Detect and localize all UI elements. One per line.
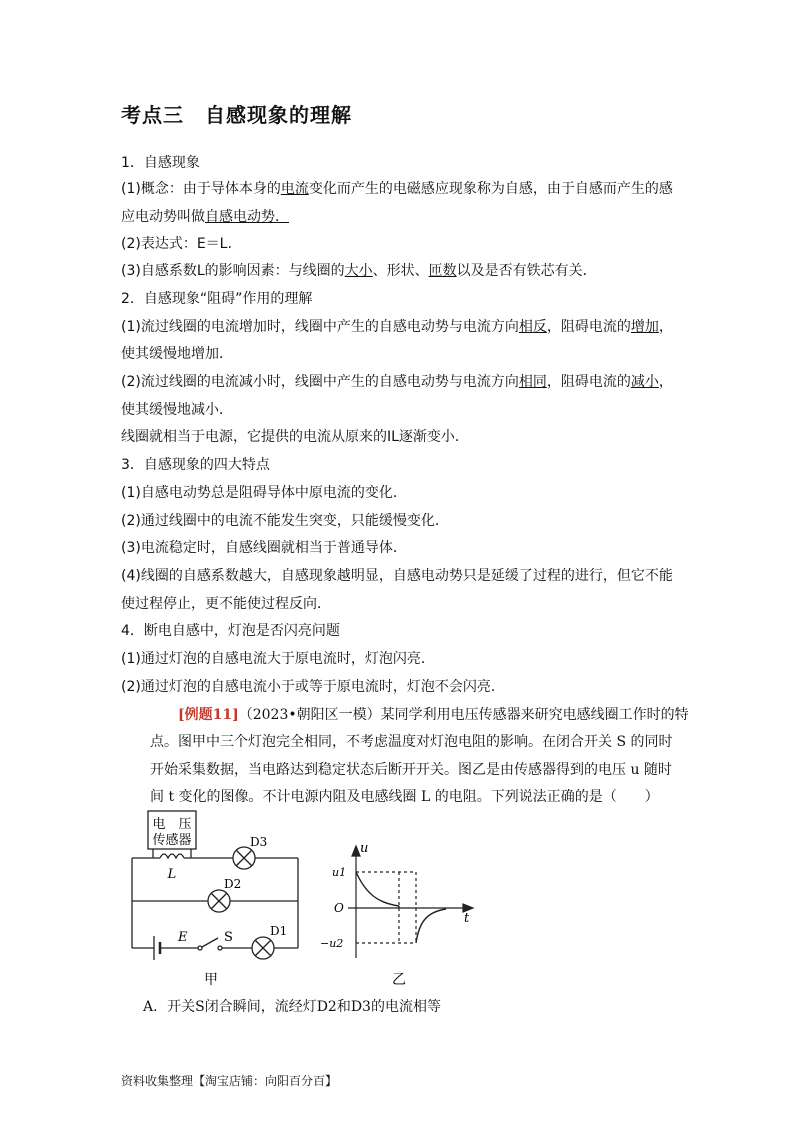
example-line-3: 开始采集数据，当电路达到稳定状态后断开开关。图乙是由传感器得到的电压 u 随时: [150, 762, 672, 778]
feature-4-cont: 使过程停止，更不能使过程反向．: [121, 596, 331, 612]
flash-rule-1: (1)通过灯泡的自感电流大于原电流时，灯泡闪亮．: [121, 651, 435, 667]
switch-label: S: [224, 930, 233, 945]
section-heading-1: 1．自感现象: [121, 155, 200, 171]
lamp-d1-label: D1: [270, 924, 288, 938]
graph-u1-label: u1: [332, 866, 347, 879]
lamp-d3-label: D3: [250, 835, 268, 849]
option-a: A．开关S闭合瞬间，流经灯D2和D3的电流相等: [143, 999, 441, 1015]
graph-t-label: t: [464, 911, 470, 926]
sensor-label-1: 电 压: [152, 817, 192, 832]
graph-u-label: u: [360, 841, 369, 856]
paragraph-source: 线圈就相当于电源，它提供的电流从原来的IL逐渐变小．: [121, 429, 469, 445]
figure-circuit-and-graph: [120, 808, 500, 993]
inductor-coil: [160, 854, 184, 858]
discharge-curve: [416, 909, 446, 943]
section-heading-3: 3．自感现象的四大特点: [121, 457, 270, 473]
battery-label: E: [178, 930, 188, 945]
feature-4: (4)线圈的自感系数越大，自感现象越明显，自感电动势只是延缓了过程的进行，但它不能: [121, 568, 673, 584]
section-heading-2: 2．自感现象“阻碍”作用的理解: [121, 291, 313, 307]
example-line-2: 点。图甲中三个灯泡完全相同，不考虑温度对灯泡电阻的影响。在闭合开关 S 的同时: [150, 734, 673, 750]
paragraph-formula: (2)表达式：E＝L.: [121, 236, 232, 252]
switch-blade: [202, 938, 218, 947]
paragraph-increase: (1)流过线圈的电流增加时，线圈中产生的自感电动势与电流方向相反，阻碍电流的增加，: [121, 319, 673, 335]
caption-jia: 甲: [204, 972, 218, 988]
paragraph-factors: (3)自感系数L的影响因素：与线圈的大小、形状、匝数以及是否有铁芯有关．: [121, 263, 597, 279]
page-title: 考点三 自感现象的理解: [121, 103, 352, 127]
paragraph-decrease: (2)流过线圈的电流减小时，线圈中产生的自感电动势与电流方向相同，阻碍电流的减小，: [121, 374, 673, 390]
paragraph-concept: (1)概念：由于导体本身的电流变化而产生的电磁感应现象称为自感，由于自感而产生的感: [121, 181, 673, 197]
example-line-4: 间 t 变化的图像。不计电源内阻及电感线圈 L 的电阻。下列说法正确的是（ ）: [150, 789, 659, 805]
feature-1: (1)自感电动势总是阻碍导体中原电流的变化．: [121, 485, 407, 501]
paragraph-increase-cont: 使其缓慢地增加．: [121, 346, 233, 362]
graph-u2-label: −u2: [320, 937, 344, 950]
paragraph-decrease-cont: 使其缓慢地减小．: [121, 402, 233, 418]
caption-yi: 乙: [392, 972, 406, 988]
charging-curve: [356, 872, 399, 906]
example-tag: [例题11]: [178, 707, 239, 723]
lamp-d2-label: D2: [224, 877, 242, 891]
inductor-label: L: [167, 867, 177, 882]
example-line-1: [例题11]（2023•朝阳区一模）某同学利用电压传感器来研究电感线圈工作时的特: [178, 707, 689, 723]
feature-3: (3)电流稳定时，自感线圈就相当于普通导体．: [121, 540, 407, 556]
graph-origin-label: O: [334, 901, 344, 915]
switch-pivot: [198, 946, 202, 950]
sensor-label-2: 传感器: [152, 833, 192, 848]
section-heading-4: 4．断电自感中，灯泡是否闪亮问题: [121, 623, 340, 639]
paragraph-concept-cont: 应电动势叫做自感电动势．: [121, 209, 289, 225]
feature-2: (2)通过线圈中的电流不能发生突变，只能缓慢变化．: [121, 513, 449, 529]
flash-rule-2: (2)通过灯泡的自感电流小于或等于原电流时，灯泡不会闪亮．: [121, 679, 505, 695]
page-footer: 资料收集整理【淘宝店铺：向阳百分百】: [121, 1074, 338, 1088]
